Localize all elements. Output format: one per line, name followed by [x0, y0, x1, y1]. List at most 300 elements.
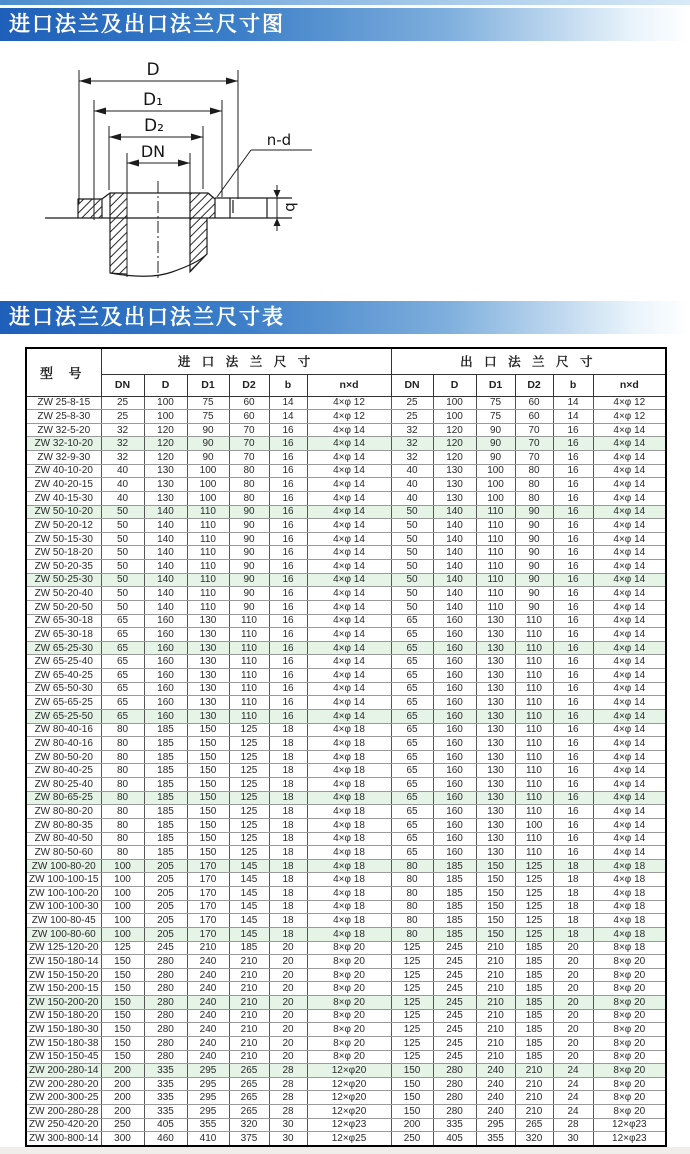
- value-cell: 110: [515, 764, 553, 778]
- value-cell: 335: [433, 1118, 476, 1132]
- value-cell: 65: [391, 737, 433, 751]
- value-cell: 210: [229, 1036, 269, 1050]
- value-cell: 80: [101, 737, 144, 751]
- value-cell: 160: [144, 641, 187, 655]
- value-cell: 130: [187, 709, 229, 723]
- value-cell: 150: [101, 968, 144, 982]
- model-cell: ZW 50-20-35: [26, 560, 101, 574]
- value-cell: 100: [187, 491, 229, 505]
- value-cell: 140: [433, 546, 476, 560]
- value-cell: 65: [391, 723, 433, 737]
- value-cell: 16: [553, 846, 593, 860]
- value-cell: 16: [553, 805, 593, 819]
- value-cell: 65: [391, 628, 433, 642]
- value-cell: 4×φ 18: [593, 887, 666, 901]
- value-cell: 90: [515, 505, 553, 519]
- value-cell: 16: [269, 655, 307, 669]
- value-cell: 16: [553, 600, 593, 614]
- value-cell: 110: [187, 505, 229, 519]
- value-cell: 150: [187, 818, 229, 832]
- value-cell: 65: [391, 750, 433, 764]
- inlet-col-d: D: [144, 374, 187, 396]
- value-cell: 4×φ 18: [307, 764, 391, 778]
- value-cell: 60: [229, 396, 269, 410]
- value-cell: 90: [187, 437, 229, 451]
- value-cell: 70: [515, 423, 553, 437]
- model-cell: ZW 65-30-18: [26, 614, 101, 628]
- value-cell: 4×φ 18: [593, 873, 666, 887]
- value-cell: 140: [433, 600, 476, 614]
- value-cell: 90: [229, 573, 269, 587]
- value-cell: 295: [187, 1105, 229, 1119]
- value-cell: 185: [144, 764, 187, 778]
- value-cell: 205: [144, 914, 187, 928]
- table-row: [26, 982, 666, 996]
- table-row: [26, 532, 666, 546]
- value-cell: 160: [433, 750, 476, 764]
- value-cell: 65: [101, 614, 144, 628]
- value-cell: 4×φ 14: [307, 600, 391, 614]
- value-cell: 16: [553, 669, 593, 683]
- model-cell: ZW 40-10-20: [26, 464, 101, 478]
- table-row: [26, 614, 666, 628]
- value-cell: 80: [101, 805, 144, 819]
- value-cell: 4×φ 12: [307, 396, 391, 410]
- value-cell: 25: [101, 396, 144, 410]
- value-cell: 80: [391, 927, 433, 941]
- value-cell: 200: [101, 1077, 144, 1091]
- value-cell: 405: [433, 1132, 476, 1146]
- value-cell: 4×φ 14: [593, 491, 666, 505]
- value-cell: 40: [101, 478, 144, 492]
- value-cell: 140: [433, 587, 476, 601]
- value-cell: 205: [144, 887, 187, 901]
- value-cell: 20: [269, 1036, 307, 1050]
- value-cell: 185: [144, 723, 187, 737]
- table-row: [26, 628, 666, 642]
- value-cell: 18: [269, 805, 307, 819]
- value-cell: 125: [515, 873, 553, 887]
- value-cell: 24: [553, 1105, 593, 1119]
- model-cell: ZW 250-420-20: [26, 1118, 101, 1132]
- value-cell: 125: [515, 900, 553, 914]
- value-cell: 65: [101, 628, 144, 642]
- value-cell: 4×φ 14: [307, 546, 391, 560]
- value-cell: 65: [391, 641, 433, 655]
- value-cell: 90: [229, 600, 269, 614]
- value-cell: 140: [433, 505, 476, 519]
- value-cell: 295: [476, 1118, 515, 1132]
- value-cell: 8×φ 20: [307, 968, 391, 982]
- value-cell: 140: [433, 560, 476, 574]
- value-cell: 160: [433, 669, 476, 683]
- value-cell: 18: [553, 873, 593, 887]
- dim-label-d: D: [146, 60, 160, 80]
- value-cell: 32: [101, 437, 144, 451]
- value-cell: 50: [391, 600, 433, 614]
- model-cell: ZW 80-65-25: [26, 791, 101, 805]
- value-cell: 160: [144, 614, 187, 628]
- value-cell: 50: [101, 505, 144, 519]
- value-cell: 100: [476, 464, 515, 478]
- section-title-table: 进口法兰及出口法兰尺寸表: [0, 301, 690, 334]
- value-cell: 20: [269, 941, 307, 955]
- value-cell: 20: [269, 996, 307, 1010]
- value-cell: 80: [101, 846, 144, 860]
- table-row: [26, 682, 666, 696]
- value-cell: 210: [229, 982, 269, 996]
- value-cell: 150: [476, 914, 515, 928]
- value-cell: 16: [269, 628, 307, 642]
- value-cell: 16: [553, 614, 593, 628]
- value-cell: 110: [515, 641, 553, 655]
- value-cell: 4×φ 12: [593, 410, 666, 424]
- value-cell: 25: [101, 410, 144, 424]
- value-cell: 210: [229, 1009, 269, 1023]
- value-cell: 130: [476, 641, 515, 655]
- value-cell: 150: [187, 750, 229, 764]
- table-row: [26, 451, 666, 465]
- value-cell: 185: [433, 859, 476, 873]
- model-cell: ZW 150-180-20: [26, 1009, 101, 1023]
- value-cell: 4×φ 14: [593, 423, 666, 437]
- model-cell: ZW 150-180-38: [26, 1036, 101, 1050]
- value-cell: 16: [269, 573, 307, 587]
- value-cell: 16: [553, 464, 593, 478]
- model-cell: ZW 200-280-20: [26, 1077, 101, 1091]
- value-cell: 65: [391, 832, 433, 846]
- value-cell: 125: [515, 887, 553, 901]
- value-cell: 110: [476, 532, 515, 546]
- value-cell: 265: [229, 1105, 269, 1119]
- value-cell: 4×φ 14: [593, 805, 666, 819]
- table-row: [26, 1105, 666, 1119]
- value-cell: 90: [229, 505, 269, 519]
- value-cell: 30: [269, 1118, 307, 1132]
- value-cell: 320: [515, 1132, 553, 1146]
- value-cell: 16: [269, 614, 307, 628]
- model-cell: ZW 80-40-50: [26, 832, 101, 846]
- value-cell: 4×φ 14: [593, 505, 666, 519]
- model-cell: ZW 50-20-40: [26, 587, 101, 601]
- value-cell: 12×φ20: [307, 1077, 391, 1091]
- value-cell: 4×φ 14: [593, 846, 666, 860]
- value-cell: 16: [553, 682, 593, 696]
- inlet-group-header: 进 口 法 兰 尺 寸: [101, 348, 391, 374]
- value-cell: 100: [187, 464, 229, 478]
- value-cell: 4×φ 14: [307, 655, 391, 669]
- value-cell: 80: [229, 491, 269, 505]
- value-cell: 100: [144, 410, 187, 424]
- value-cell: 100: [433, 410, 476, 424]
- value-cell: 185: [515, 996, 553, 1010]
- value-cell: 8×φ 20: [307, 1036, 391, 1050]
- value-cell: 210: [229, 968, 269, 982]
- value-cell: 80: [391, 900, 433, 914]
- value-cell: 130: [476, 764, 515, 778]
- value-cell: 20: [269, 1050, 307, 1064]
- value-cell: 145: [229, 859, 269, 873]
- value-cell: 4×φ 14: [593, 764, 666, 778]
- value-cell: 100: [476, 491, 515, 505]
- value-cell: 50: [101, 546, 144, 560]
- model-cell: ZW 50-15-30: [26, 532, 101, 546]
- value-cell: 240: [187, 1050, 229, 1064]
- value-cell: 16: [269, 491, 307, 505]
- value-cell: 110: [229, 669, 269, 683]
- value-cell: 18: [269, 818, 307, 832]
- value-cell: 240: [476, 1077, 515, 1091]
- value-cell: 245: [433, 1023, 476, 1037]
- value-cell: 4×φ 18: [307, 859, 391, 873]
- value-cell: 125: [229, 737, 269, 751]
- value-cell: 130: [476, 832, 515, 846]
- value-cell: 150: [187, 723, 229, 737]
- value-cell: 110: [515, 628, 553, 642]
- value-cell: 18: [269, 723, 307, 737]
- inlet-col-d1: D1: [187, 374, 229, 396]
- value-cell: 110: [187, 532, 229, 546]
- value-cell: 125: [229, 846, 269, 860]
- model-cell: ZW 65-40-25: [26, 669, 101, 683]
- value-cell: 75: [476, 410, 515, 424]
- value-cell: 100: [144, 396, 187, 410]
- value-cell: 32: [391, 437, 433, 451]
- value-cell: 240: [476, 1064, 515, 1078]
- value-cell: 150: [476, 887, 515, 901]
- value-cell: 185: [433, 900, 476, 914]
- value-cell: 4×φ 14: [593, 655, 666, 669]
- value-cell: 130: [476, 655, 515, 669]
- value-cell: 65: [391, 818, 433, 832]
- table-row: [26, 519, 666, 533]
- value-cell: 32: [391, 451, 433, 465]
- value-cell: 65: [391, 764, 433, 778]
- value-cell: 32: [391, 423, 433, 437]
- value-cell: 130: [187, 696, 229, 710]
- value-cell: 16: [553, 423, 593, 437]
- value-cell: 110: [229, 628, 269, 642]
- value-cell: 65: [391, 791, 433, 805]
- value-cell: 210: [476, 955, 515, 969]
- model-cell: ZW 65-25-40: [26, 655, 101, 669]
- value-cell: 8×φ 20: [307, 955, 391, 969]
- value-cell: 185: [515, 1036, 553, 1050]
- value-cell: 80: [101, 750, 144, 764]
- value-cell: 125: [515, 927, 553, 941]
- value-cell: 65: [101, 655, 144, 669]
- value-cell: 65: [101, 641, 144, 655]
- value-cell: 65: [101, 696, 144, 710]
- value-cell: 4×φ 14: [593, 778, 666, 792]
- value-cell: 185: [515, 941, 553, 955]
- value-cell: 120: [433, 451, 476, 465]
- top-divider: [0, 0, 690, 5]
- value-cell: 16: [269, 682, 307, 696]
- value-cell: 130: [187, 655, 229, 669]
- value-cell: 125: [391, 1050, 433, 1064]
- value-cell: 16: [553, 628, 593, 642]
- value-cell: 4×φ 18: [307, 832, 391, 846]
- value-cell: 4×φ 18: [593, 914, 666, 928]
- value-cell: 32: [101, 423, 144, 437]
- value-cell: 4×φ 14: [307, 519, 391, 533]
- table-row: [26, 832, 666, 846]
- value-cell: 75: [187, 410, 229, 424]
- value-cell: 4×φ 18: [307, 873, 391, 887]
- value-cell: 50: [101, 587, 144, 601]
- value-cell: 245: [433, 941, 476, 955]
- value-cell: 125: [515, 914, 553, 928]
- value-cell: 4×φ 14: [593, 546, 666, 560]
- value-cell: 110: [187, 519, 229, 533]
- value-cell: 110: [187, 546, 229, 560]
- table-row: [26, 1118, 666, 1132]
- value-cell: 160: [144, 709, 187, 723]
- value-cell: 4×φ 14: [307, 614, 391, 628]
- value-cell: 16: [553, 587, 593, 601]
- model-cell: ZW 80-50-60: [26, 846, 101, 860]
- model-cell: ZW 65-50-30: [26, 682, 101, 696]
- table-row: [26, 600, 666, 614]
- value-cell: 240: [187, 1009, 229, 1023]
- value-cell: 185: [433, 914, 476, 928]
- value-cell: 100: [101, 927, 144, 941]
- value-cell: 16: [269, 709, 307, 723]
- value-cell: 80: [229, 478, 269, 492]
- value-cell: 160: [433, 805, 476, 819]
- value-cell: 18: [269, 764, 307, 778]
- value-cell: 185: [144, 846, 187, 860]
- value-cell: 100: [515, 818, 553, 832]
- value-cell: 65: [391, 669, 433, 683]
- value-cell: 65: [391, 696, 433, 710]
- value-cell: 16: [553, 573, 593, 587]
- model-cell: ZW 65-30-18: [26, 628, 101, 642]
- value-cell: 200: [101, 1064, 144, 1078]
- value-cell: 4×φ 18: [307, 723, 391, 737]
- value-cell: 80: [391, 914, 433, 928]
- value-cell: 4×φ 18: [307, 914, 391, 928]
- table-row: [26, 573, 666, 587]
- value-cell: 160: [433, 655, 476, 669]
- value-cell: 185: [144, 750, 187, 764]
- value-cell: 30: [553, 1132, 593, 1146]
- value-cell: 4×φ 14: [593, 573, 666, 587]
- value-cell: 160: [433, 846, 476, 860]
- value-cell: 4×φ 18: [307, 900, 391, 914]
- value-cell: 70: [229, 437, 269, 451]
- value-cell: 240: [187, 955, 229, 969]
- value-cell: 160: [144, 655, 187, 669]
- table-row: [26, 396, 666, 410]
- value-cell: 280: [144, 968, 187, 982]
- value-cell: 20: [269, 1023, 307, 1037]
- value-cell: 65: [101, 669, 144, 683]
- value-cell: 16: [553, 437, 593, 451]
- value-cell: 185: [515, 1009, 553, 1023]
- value-cell: 90: [515, 560, 553, 574]
- table-row: [26, 723, 666, 737]
- value-cell: 150: [101, 1036, 144, 1050]
- model-cell: ZW 100-100-20: [26, 887, 101, 901]
- value-cell: 130: [187, 669, 229, 683]
- value-cell: 125: [391, 941, 433, 955]
- table-row: [26, 737, 666, 751]
- value-cell: 8×φ 20: [593, 1023, 666, 1037]
- value-cell: 110: [229, 682, 269, 696]
- value-cell: 110: [476, 519, 515, 533]
- flange-diagram: [0, 41, 690, 293]
- hatched-sections: [78, 193, 215, 274]
- value-cell: 28: [269, 1077, 307, 1091]
- value-cell: 4×φ 18: [593, 900, 666, 914]
- value-cell: 205: [144, 927, 187, 941]
- value-cell: 18: [269, 750, 307, 764]
- value-cell: 40: [101, 491, 144, 505]
- value-cell: 4×φ 14: [307, 532, 391, 546]
- value-cell: 24: [553, 1064, 593, 1078]
- model-cell: ZW 200-280-14: [26, 1064, 101, 1078]
- value-cell: 240: [187, 1023, 229, 1037]
- value-cell: 4×φ 18: [307, 778, 391, 792]
- value-cell: 4×φ 14: [593, 832, 666, 846]
- value-cell: 12×φ23: [307, 1118, 391, 1132]
- value-cell: 8×φ 18: [593, 941, 666, 955]
- outlet-col-d1: D1: [476, 374, 515, 396]
- model-cell: ZW 25-8-15: [26, 396, 101, 410]
- value-cell: 18: [553, 900, 593, 914]
- value-cell: 90: [187, 451, 229, 465]
- model-cell: ZW 25-8-30: [26, 410, 101, 424]
- model-cell: ZW 100-80-45: [26, 914, 101, 928]
- value-cell: 110: [515, 805, 553, 819]
- value-cell: 140: [144, 532, 187, 546]
- value-cell: 4×φ 14: [307, 478, 391, 492]
- value-cell: 4×φ 14: [593, 519, 666, 533]
- value-cell: 150: [187, 778, 229, 792]
- value-cell: 4×φ 14: [593, 750, 666, 764]
- model-cell: ZW 80-80-35: [26, 818, 101, 832]
- value-cell: 100: [101, 914, 144, 928]
- value-cell: 130: [476, 778, 515, 792]
- value-cell: 4×φ 18: [307, 846, 391, 860]
- value-cell: 4×φ 18: [593, 859, 666, 873]
- model-cell: ZW 100-80-20: [26, 859, 101, 873]
- value-cell: 50: [391, 587, 433, 601]
- value-cell: 90: [515, 587, 553, 601]
- value-cell: 16: [553, 505, 593, 519]
- value-cell: 8×φ 20: [593, 1064, 666, 1078]
- value-cell: 8×φ 20: [307, 1050, 391, 1064]
- value-cell: 65: [391, 655, 433, 669]
- value-cell: 210: [515, 1064, 553, 1078]
- value-cell: 110: [229, 696, 269, 710]
- value-cell: 18: [553, 927, 593, 941]
- value-cell: 160: [144, 682, 187, 696]
- model-cell: ZW 200-280-28: [26, 1105, 101, 1119]
- value-cell: 130: [476, 737, 515, 751]
- value-cell: 16: [553, 832, 593, 846]
- value-cell: 40: [391, 464, 433, 478]
- value-cell: 185: [433, 927, 476, 941]
- value-cell: 100: [101, 873, 144, 887]
- value-cell: 245: [144, 941, 187, 955]
- value-cell: 125: [229, 805, 269, 819]
- value-cell: 125: [101, 941, 144, 955]
- value-cell: 130: [476, 709, 515, 723]
- value-cell: 80: [101, 778, 144, 792]
